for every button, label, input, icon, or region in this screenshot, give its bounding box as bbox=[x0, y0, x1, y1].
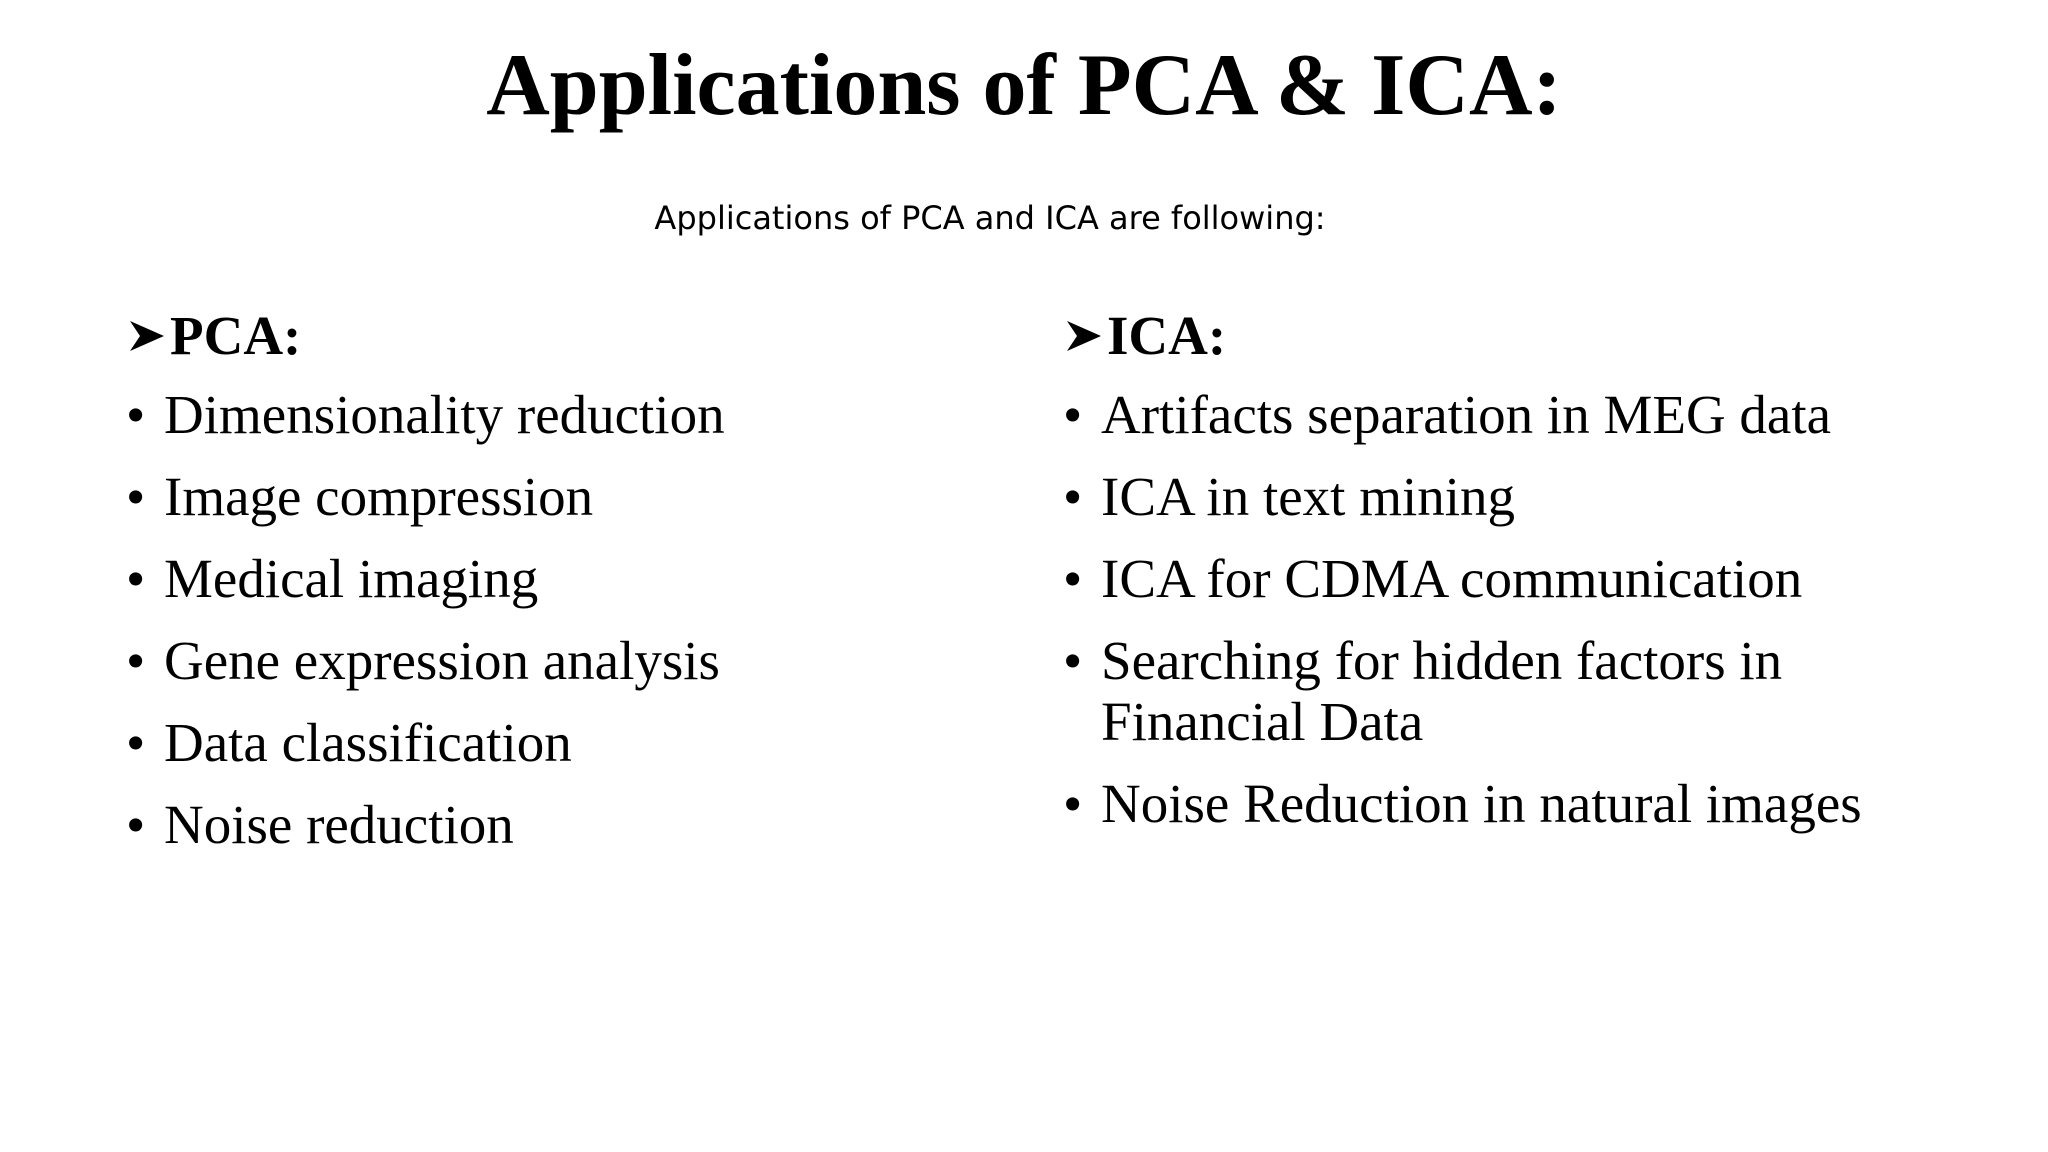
list-item bbox=[126, 794, 1026, 855]
list-item-text: Image compression bbox=[164, 466, 594, 527]
list-item-text: ICA for CDMA communication bbox=[1101, 548, 1803, 609]
ica-heading-label: ICA: bbox=[1107, 305, 1227, 366]
bullet-icon: • bbox=[126, 384, 146, 445]
list-item bbox=[126, 466, 1026, 527]
list-item bbox=[1063, 630, 1841, 752]
ica-column bbox=[1063, 302, 1963, 855]
list-item bbox=[1063, 548, 1963, 609]
list-item-text: Noise reduction bbox=[164, 794, 514, 855]
list-item bbox=[126, 384, 1026, 445]
bullet-icon: • bbox=[126, 794, 146, 855]
pca-heading-label: PCA: bbox=[170, 305, 302, 366]
list-item bbox=[1063, 773, 1963, 834]
list-item-text: Noise Reduction in natural images bbox=[1101, 773, 1862, 834]
list-item bbox=[126, 630, 1026, 691]
bullet-icon: • bbox=[126, 466, 146, 527]
slide-subtitle: Applications of PCA and ICA are following: bbox=[654, 199, 1326, 237]
bullet-icon: • bbox=[1063, 773, 1083, 834]
arrowhead-bullet-icon bbox=[1063, 315, 1105, 357]
pca-list bbox=[126, 384, 1026, 855]
list-item bbox=[126, 712, 1026, 773]
bullet-icon: • bbox=[1063, 466, 1083, 527]
list-item-text: ICA in text mining bbox=[1101, 466, 1516, 527]
bullet-icon: • bbox=[126, 548, 146, 609]
list-item bbox=[1063, 384, 1963, 445]
bullet-icon: • bbox=[1063, 548, 1083, 609]
slide-title: Applications of PCA & ICA: bbox=[486, 37, 1562, 134]
list-item bbox=[126, 548, 1026, 609]
bullet-icon: • bbox=[126, 712, 146, 773]
pca-column bbox=[126, 302, 1026, 876]
pca-heading bbox=[126, 302, 1026, 370]
list-item-text: Artifacts separation in MEG data bbox=[1101, 384, 1832, 445]
bullet-icon: • bbox=[1063, 630, 1083, 691]
list-item-text: Medical imaging bbox=[164, 548, 539, 609]
arrowhead-bullet-icon bbox=[126, 315, 168, 357]
bullet-icon: • bbox=[126, 630, 146, 691]
list-item-text: Dimensionality reduction bbox=[164, 384, 725, 445]
list-item-text: Gene expression analysis bbox=[164, 630, 720, 691]
list-item bbox=[1063, 466, 1963, 527]
list-item-text: Searching for hidden factors in Financial Data bbox=[1101, 630, 1783, 752]
ica-heading bbox=[1063, 302, 1963, 370]
bullet-icon: • bbox=[1063, 384, 1083, 445]
ica-list bbox=[1063, 384, 1963, 834]
list-item-text: Data classification bbox=[164, 712, 572, 773]
